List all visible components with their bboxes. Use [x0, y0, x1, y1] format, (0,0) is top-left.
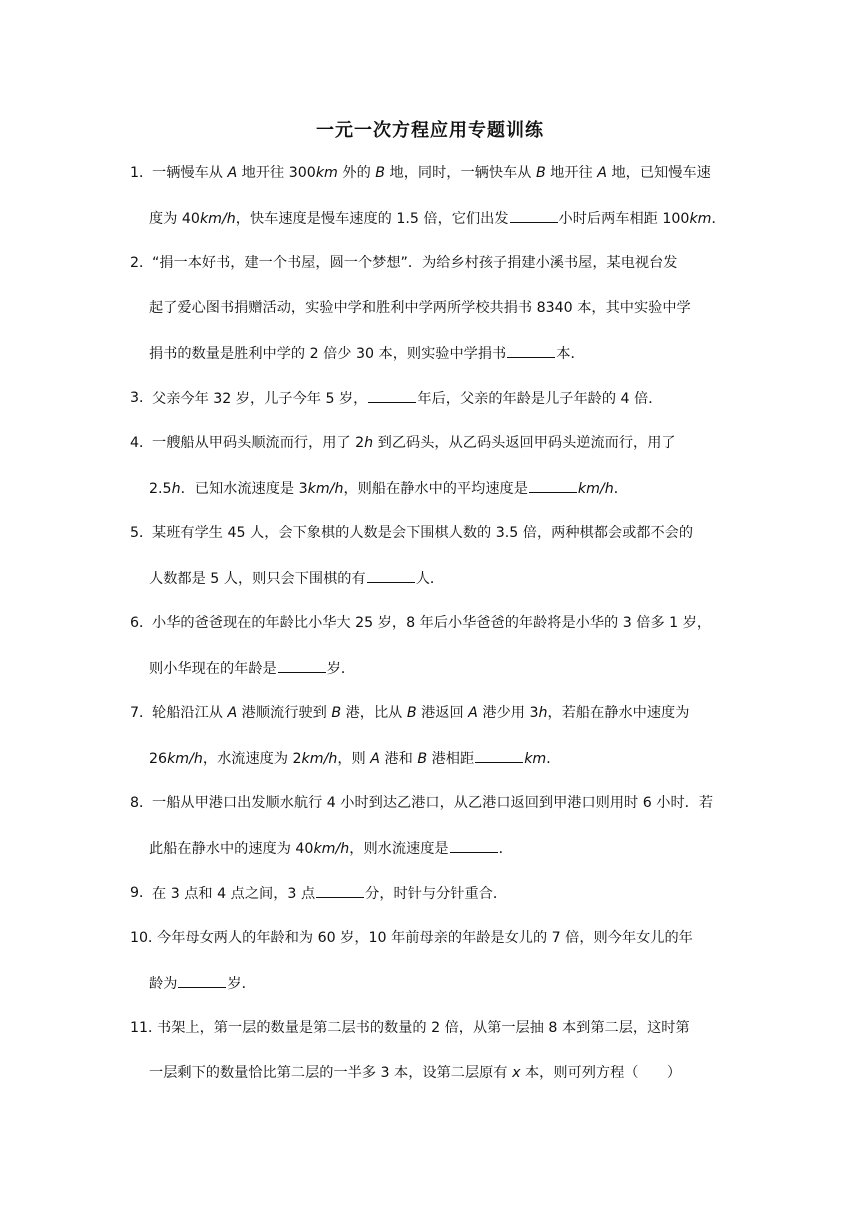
problem-number: 11． [130, 1020, 163, 1036]
problem-text-line: 度为 40km/h，快车速度是慢车速度的 1.5 倍，它们出发 小时后两车相距 100km． [149, 208, 726, 229]
problem-text-line: 此船在静水中的速度为 40km/h，则水流速度是 ． [149, 838, 513, 859]
problem-text-line: 今年母女两人的年龄和为 60 岁，10 年前母亲的年龄是女儿的 7 倍，则今年女儿的年 [157, 930, 693, 946]
math-variable: A [370, 751, 380, 767]
math-variable: km/h [199, 211, 236, 227]
problem-text-line: 捐书的数量是胜利中学的 2 倍少 30 本，则实验中学捐书 本． [149, 343, 585, 364]
problem-text-line: 书架上，第一层的数量是第二层书的数量的 2 倍，从第一层抽 8 本到第二层，这时第 [157, 1020, 690, 1036]
problem-number: 6． [130, 615, 154, 631]
math-variable: A [597, 165, 607, 181]
answer-blank [507, 343, 555, 358]
problem-text-line: 则小华现在的年龄是 岁． [149, 658, 355, 679]
math-variable: B [406, 705, 417, 721]
math-variable: km/h [167, 751, 203, 767]
math-variable: h [171, 481, 181, 497]
problem-text-line: 一船从甲港口出发顺水航行 4 小时到达乙港口，从乙港口返回到甲港口则用时 6 小时．若 [152, 795, 714, 811]
problem-text-line: 人数都是 5 人，则只会下围棋的有 人． [149, 568, 444, 589]
math-variable: km [524, 751, 547, 767]
problem-text-line: 在 3 点和 4 点之间，3 点 分，时针与分针重合． [152, 883, 507, 904]
problem-text-line: 2.5h．已知水流速度是 3km/h，则船在静水中的平均速度是 km/h． [149, 478, 628, 499]
math-variable: x [512, 1065, 521, 1081]
problem-text-line: 小华的爸爸现在的年龄比小华大 25 岁，8 年后小华爸爸的年龄将是小华的 3 倍多 1 岁， [152, 615, 712, 631]
math-variable: km/h [577, 481, 614, 497]
math-variable: A [227, 165, 238, 181]
math-variable: A [468, 705, 478, 721]
page-title: 一元一次方程应用专题训练 [316, 120, 544, 141]
answer-blank [367, 568, 415, 583]
answer-blank [278, 658, 326, 673]
answer-blank [316, 883, 364, 898]
answer-blank [475, 748, 523, 763]
math-variable: km/h [301, 751, 338, 767]
problem-number: 8． [130, 795, 154, 811]
problem-number: 7． [130, 705, 154, 721]
problem-text-line: 一辆慢车从 A 地开往 300km 外的 B 地，同时，一辆快车从 B 地开往 A 地，已知慢车速 [152, 165, 711, 181]
math-variable: km [689, 211, 712, 227]
problem-text-line: 父亲今年 32 岁，儿子今年 5 岁， 年后，父亲的年龄是儿子年龄的 4 倍． [152, 388, 662, 409]
math-variable: B [331, 705, 342, 721]
problem-number: 9． [130, 885, 154, 901]
math-variable: B [535, 165, 546, 181]
problem-text-line: 轮船沿江从 A 港顺流行驶到 B 港，比从 B 港返回 A 港少用 3h，若船在静水中速度为 [152, 705, 690, 721]
problem-text-line: 一层剩下的数量恰比第二层的一半多 3 本，设第二层原有 x 本，则可列方程（ ） [149, 1065, 682, 1081]
answer-blank [510, 208, 558, 223]
problem-number: 10． [130, 930, 163, 946]
answer-blank [450, 838, 498, 853]
problem-number: 3． [130, 390, 154, 406]
problem-number: 1． [130, 165, 154, 181]
problem-text-line: 某班有学生 45 人，会下象棋的人数是会下围棋人数的 3.5 倍，两种棋都会或都不会的 [152, 525, 694, 541]
problem-number: 2． [130, 255, 154, 271]
answer-blank [529, 478, 577, 493]
problem-text-line: “捐一本好书，建一个书屋，圆一个梦想”．为给乡村孩子捐建小溪书屋，某电视台发 [152, 255, 678, 271]
problem-text-line: 龄为 岁． [149, 973, 256, 994]
problem-text-line: 起了爱心图书捐赠活动，实验中学和胜利中学两所学校共捐书 8340 本，其中实验中学 [149, 300, 691, 316]
problem-text-line: 26km/h，水流速度为 2km/h，则 A 港和 B 港相距 km． [149, 748, 560, 769]
math-variable: B [375, 165, 386, 181]
problem-text-line: 一艘船从甲码头顺流而行，用了 2h 到乙码头，从乙码头返回甲码头逆流而行，用了 [152, 435, 676, 451]
math-variable: km/h [307, 481, 344, 497]
problem-number: 4． [130, 435, 154, 451]
problem-number: 5． [130, 525, 154, 541]
math-variable: A [227, 705, 238, 721]
math-variable: B [417, 751, 428, 767]
math-variable: km [315, 165, 338, 181]
math-variable: km/h [313, 841, 350, 857]
math-variable: h [364, 435, 374, 451]
answer-blank [368, 388, 416, 403]
answer-blank [178, 973, 226, 988]
math-variable: h [538, 705, 548, 721]
